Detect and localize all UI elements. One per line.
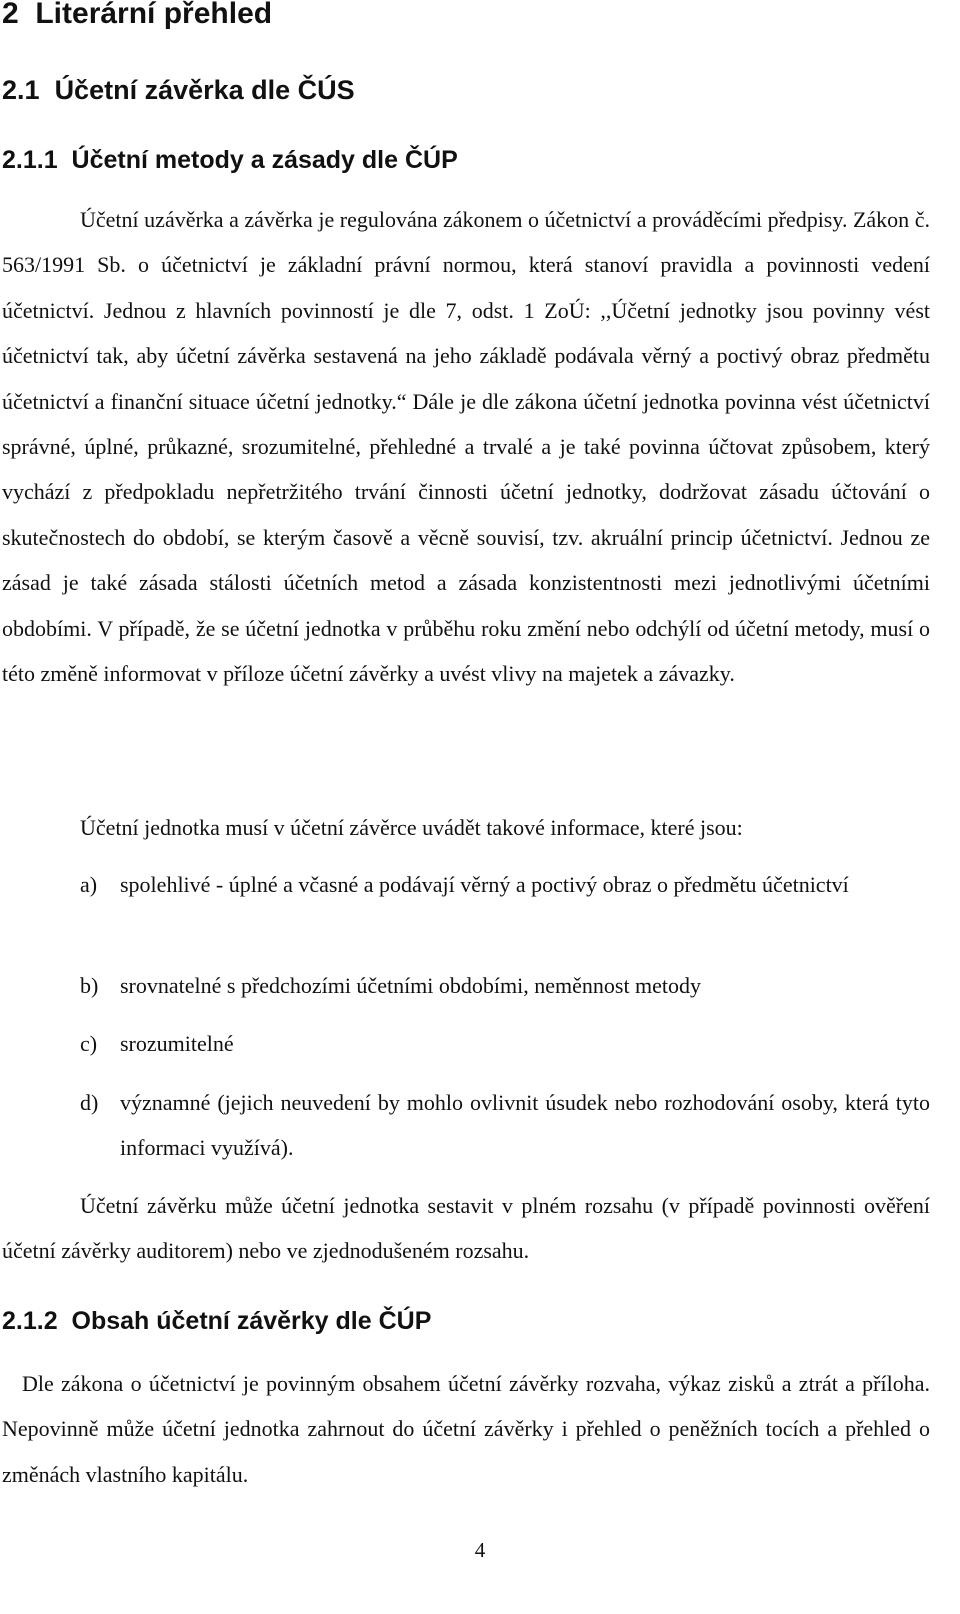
list-item-text: srozumitelné [120,1031,234,1056]
subsection-title-1: Účetní metody a zásady dle ČÚP [71,146,458,174]
subsection-title-2: Obsah účetní závěrky dle ČÚP [71,1307,432,1335]
section-number: 2.1 [2,75,40,105]
paragraph-accounting-methods: Účetní uzávěrka a závěrka je regulována zákonem o účetnictví a prováděcími předpisy. Zákon č. 563/1991 Sb. o účetnictví je základní právní normou, která stanoví pravidla a povinnosti vedení účetnictví. Jednou z hlavních povinností je dle 7, odst. 1 ZoÚ: ,,Účetní jednotky jsou povinny vést účetnictví tak, aby účetní závěrka sestavená na jeho základě podávala věrný a poctivý obraz předmětu účetnictví a finanční situace účetní jednotky.“ Dále je dle zákona účetní jednotka povinna vést účetnictví správné, úplné, průkazné, srozumitelné, přehledné a trvalé a je také povinna účtovat způsobem, který vychází z předpokladu nepřetržitého trvání činnosti účetní jednotky, dodržovat zásadu účtování o skutečnostech do období, se kterým časově a věcně souvisí, tzv. akruální princip účetnictví. Jednou ze zásad je také zásada stálosti účetních metod a zásada konzistentnosti mezi jednotlivými účetními obdobími. V případě, že se účetní jednotka v průběhu roku změní nebo odchýlí od účetní metody, musí o této změně informovat v příloze účetní závěrky a uvést vlivy na majetek a závazky. [2,207,930,687]
chapter-number: 2 [2,0,19,30]
list-marker: c) [80,1031,98,1056]
subsection-heading-1 [2,143,458,177]
paragraph-information-requirements: Účetní jednotka musí v účetní závěrce uvádět takové informace, které jsou: [80,815,743,840]
list-marker: d) [80,1090,99,1115]
subsection-number-2: 2.1.2 [2,1307,58,1335]
list-item [80,1080,930,1171]
page-number: 4 [474,1538,486,1562]
list-marker: b) [80,973,99,998]
list-item [80,1021,930,1066]
list-marker: a) [80,872,98,897]
list-item [80,862,930,907]
chapter-title: Literární přehled [35,0,273,30]
paragraph-contents: Dle zákona o účetnictví je povinným obsahem účetní závěrky rozvaha, výkaz zisků a ztrát a příloha. Nepovinně může účetní jednotka zahrnout do účetní závěrky i přehled o peněžních tocích a přehled o změnách vlastního kapitálu. [2,1371,930,1487]
paragraph-scope: Účetní závěrku může účetní jednotka sestavit v plném rozsahu (v případě povinnosti ověření účetní závěrky auditorem) nebo ve zjednodušeném rozsahu. [2,1193,930,1264]
subsection-heading-2 [2,1304,431,1338]
section-title: Účetní závěrka dle ČÚS [54,75,355,105]
section-heading [2,72,355,108]
subsection-number-1: 2.1.1 [2,146,58,174]
list-item-text: srovnatelné s předchozími účetními obdobími, neměnnost metody [120,973,702,998]
list-item-text: významné (jejich neuvedení by mohlo ovlivnit úsudek nebo rozhodování osoby, která tyto informaci využívá). [120,1090,930,1161]
list-item-text: spolehlivé - úplné a včasné a podávají věrný a poctivý obraz o předmětu účetnictví [120,872,849,897]
list-item [80,963,930,1008]
chapter-heading [2,0,272,34]
